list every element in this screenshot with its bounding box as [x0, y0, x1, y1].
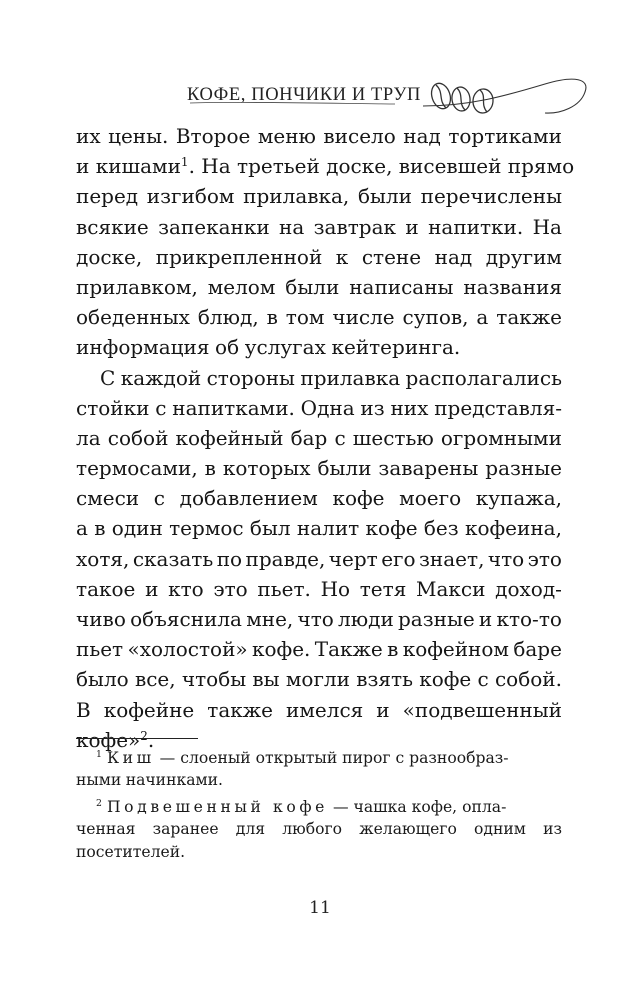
- footnote-ref-1[interactable]: 1: [180, 155, 189, 169]
- footnote-ref-2[interactable]: 2: [140, 728, 148, 743]
- footnote-1: [76, 747, 562, 769]
- text-line: информация об услугах кейтеринга.: [76, 335, 461, 360]
- line-text: . На третьей доске, висевшей прямо: [188, 154, 575, 179]
- page-number: 11: [309, 898, 331, 918]
- text-line: ла собой кофейный бар с шестью огромными: [76, 425, 562, 450]
- footnote-number: 1: [96, 749, 102, 761]
- footnote-text-line: посетителей.: [76, 842, 186, 861]
- text-line: термосами, в которых были заварены разные: [76, 456, 562, 481]
- body-text: [76, 121, 575, 755]
- text-line: чиво объяснила мне, что люди разные и кто-то: [76, 607, 562, 631]
- footnote-number: 2: [96, 798, 102, 810]
- text-line: хотя, сказать по правде, черт его знает, что это: [76, 546, 562, 571]
- text-line: доске, прикрепленной к стене над другим: [76, 244, 562, 269]
- footnote-text: — чашка кофе, опла-: [332, 797, 507, 816]
- line-text: и кишами: [76, 154, 181, 179]
- line-text: .: [147, 727, 155, 752]
- text-line: обеденных блюд, в том числе супов, а также: [76, 305, 562, 330]
- footnotes: [76, 747, 562, 863]
- text-line: С каждой стороны прилавка располагались: [100, 365, 562, 390]
- text-line: а в один термос был налит кофе без кофеина,: [76, 516, 562, 541]
- text-line: их цены. Второе меню висело над тортиками: [76, 124, 562, 148]
- text-line: всякие запеканки на завтрак и напитки. На: [76, 214, 562, 239]
- footnote-text-line: ными начинками.: [76, 771, 223, 790]
- footnote-text-line: ченная заранее для любого желающего одним из: [76, 820, 562, 839]
- text-line: смеси с добавлением кофе моего купажа,: [76, 486, 562, 511]
- running-title: КОФЕ, ПОНЧИКИ И ТРУП: [187, 85, 421, 105]
- text-line: перед изгибом прилавка, были перечислены: [76, 184, 562, 209]
- footnote-term: Подвешенный кофе: [106, 797, 328, 816]
- text-line: было все, чтобы вы могли взять кофе с собой.: [76, 667, 562, 692]
- footnote-divider: [76, 738, 198, 739]
- text-line: прилавком, мелом были написаны названия: [76, 274, 562, 299]
- footnote-term: Киш: [106, 749, 155, 767]
- footnote-2: [76, 796, 562, 818]
- text-line: стойки с напитками. Одна из них представля-: [76, 395, 562, 420]
- text-line: пьет «холостой» кофе. Также в кофейном баре: [76, 637, 562, 662]
- footnote-text: — слоеный открытый пирог с разнообраз-: [159, 749, 509, 767]
- line-text: кофе»: [76, 727, 141, 752]
- text-line: такое и кто это пьет. Но тетя Макси доход-: [76, 576, 562, 601]
- text-line: В кофейне также имелся и «подвешенный: [76, 697, 562, 722]
- text-line: [76, 151, 575, 181]
